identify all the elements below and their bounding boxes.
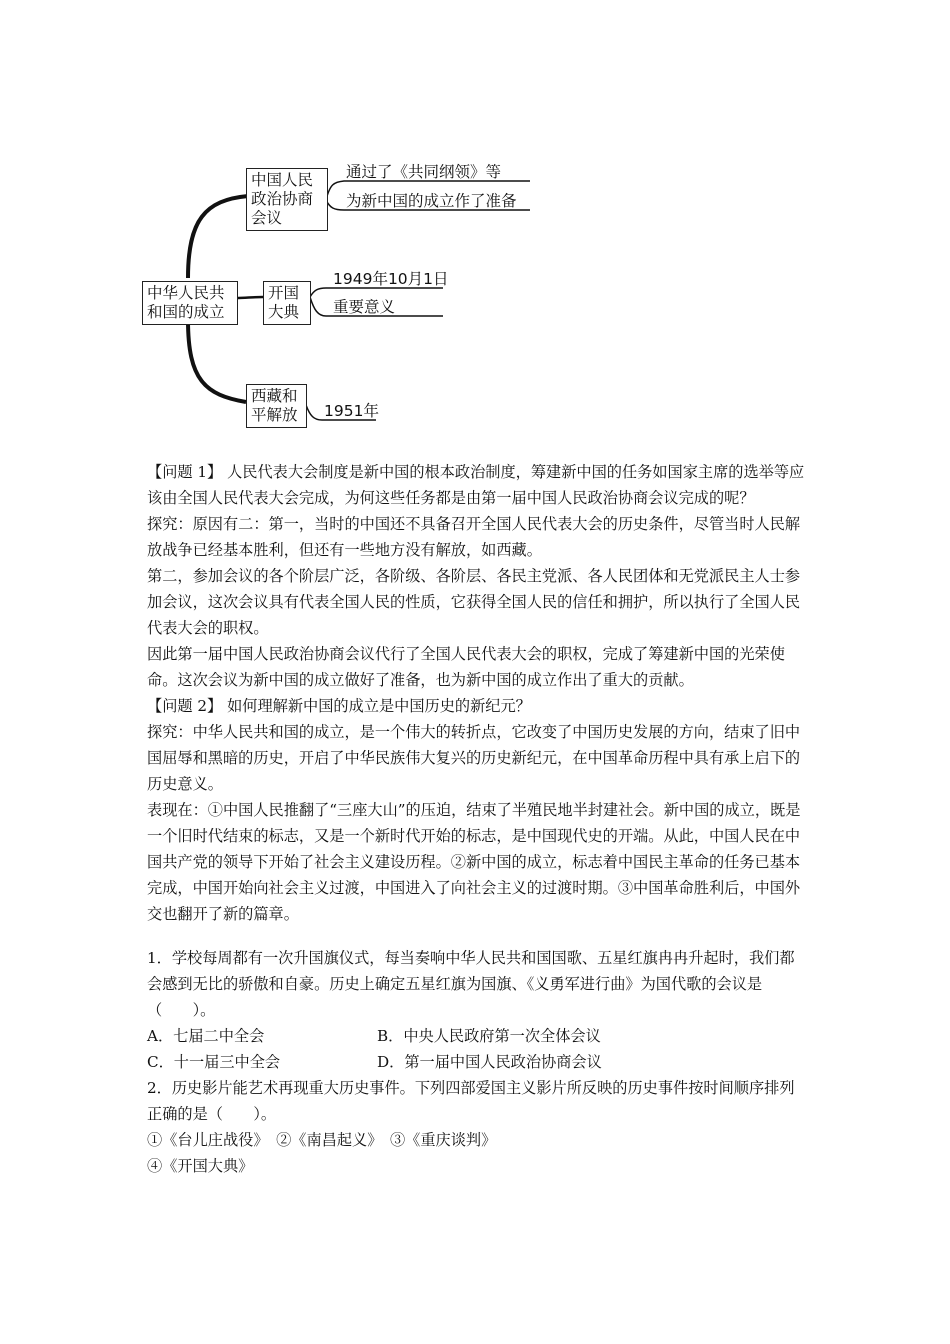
branch-node-ceremony [263,281,311,325]
question-2: 【问题 2】 如何理解新中国的成立是中国历史的新纪元？ [147,697,531,715]
answer-2-para-2: 表现在：①中国人民推翻了“三座大山”的压迫，结束了半殖民地半封建社会。新中国的成立，既是一个旧时代结束的标志，又是一个新时代开始的标志，是中国现代史的开端。从此，中国人民在中国共产党的领导下开始了社会主义建设历程。②新中国的成立，标志着中国民主革命的任务已基本完成，中国开始向社会主义过渡，中国进入了向社会主义的过渡时期。③中国革命胜利后，中国外交也翻开了新的篇章。 [147,801,801,923]
answer-1-para-2: 第二，参加会议的各个阶层广泛，各阶级、各阶层、各民主党派、各人民团体和无党派民主人士参加会议，这次会议具有代表全国人民的性质，它获得全国人民的信任和拥护，所以执行了全国人民代表大会的职权。 [147,567,801,637]
answer-1-para-3: 因此第一届中国人民政治协商会议代行了全国人民代表大会的职权，完成了筹建新中国的光荣使命。这次会议为新中国的成立做好了准备，也为新中国的成立作出了重大的贡献。 [147,645,785,689]
exercise-1: 1．学校每周都有一次升国旗仪式，每当奏响中华人民共和国国歌、五星红旗冉冉升起时，我们都会感到无比的骄傲和自豪。历史上确定五星红旗为国旗、《义勇军进行曲》为国代歌的会议是（ ）。 [147,949,795,1019]
branch-node-cppcc [246,168,328,231]
option-c: C．十一届三中全会 [147,1053,281,1071]
answer-2-para-1: 探究：中华人民共和国的成立，是一个伟大的转折点，它改变了中国历史发展的方向，结束了旧中国屈辱和黑暗的历史，开启了中华民族伟大复兴的历史新纪元，在中国革命历程中具有承上启下的历史意义。 [147,723,801,793]
root-node [142,281,238,325]
exercise-2-item-4: ④《开国大典》 [147,1157,254,1175]
root-line-1: 中华人民共 [147,284,225,302]
exercise-1-options-row-1 [147,1023,807,1049]
note-cppcc-2: 为新中国的成立作了准备 [346,192,517,210]
option-b: B．中央人民政府第一次全体会议 [377,1027,601,1045]
branch-cppcc-line-1: 中国人民 [251,171,314,189]
note-cppcc-1: 通过了《共同纲领》等 [346,163,502,181]
spacer [147,927,807,945]
mind-map-lines [0,0,950,440]
note-ceremony-meaning: 重要意义 [333,298,396,316]
branch-ceremony-line-1: 开国 [268,284,300,302]
option-a: A．七届二中全会 [147,1027,265,1045]
option-d: D．第一届中国人民政治协商会议 [377,1053,602,1071]
connector-top [188,196,248,278]
note-ceremony-date: 1949年10月1日 [333,270,449,288]
note-tibet-year: 1951年 [324,402,379,420]
document-body [147,459,807,1179]
branch-cppcc-line-2: 政治协商 [251,190,314,208]
answer-1-para-1: 探究：原因有二：第一，当时的中国还不具备召开全国人民代表大会的历史条件，尽管当时人民解放战争已经基本胜利，但还有一些地方没有解放，如西藏。 [147,515,801,559]
branch-tibet-line-1: 西藏和 [251,387,298,405]
branch-tibet-line-2: 平解放 [251,406,298,424]
root-line-2: 和国的成立 [147,303,225,321]
connector-bottom [188,320,246,402]
question-1: 【问题 1】 人民代表大会制度是新中国的根本政治制度，筹建新中国的任务如国家主席的选举等应该由全国人民代表大会完成，为何这些任务都是由第一届中国人民政治协商会议完成的呢？ [147,463,805,507]
exercise-2: 2．历史影片能艺术再现重大历史事件。下列四部爱国主义影片所反映的历史事件按时间顺序排列正确的是（ ）。 [147,1079,795,1123]
exercise-2-items: ①《台儿庄战役》 ②《南昌起义》 ③《重庆谈判》 [147,1131,497,1149]
branch-node-tibet [246,384,307,428]
branch-ceremony-line-2: 大典 [268,303,300,321]
exercise-1-options-row-2 [147,1049,807,1075]
branch-cppcc-line-3: 会议 [251,209,283,227]
connector-mid [236,297,263,298]
